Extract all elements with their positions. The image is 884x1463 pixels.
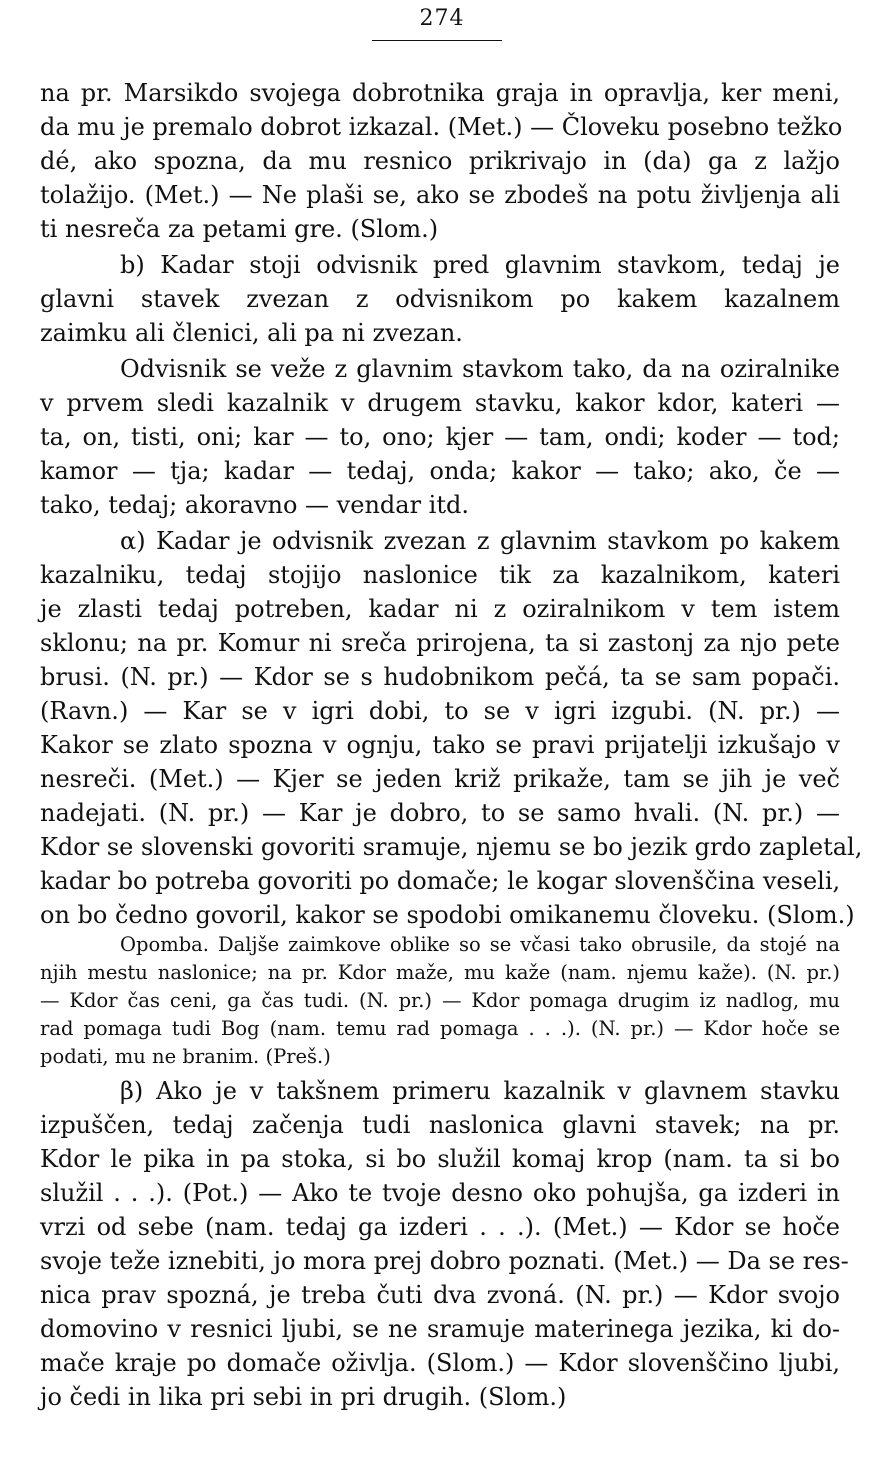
text-line: da mu je premalo dobrot izkazal. (Met.) — Človeku posebno težko xyxy=(40,113,843,141)
text-line: dé, ako spozna, da mu resnico prikrivajo in (da) ga z lažjo xyxy=(40,147,840,175)
text-line: jo čedi in lika pri sebi in pri drugih. (Slom.) xyxy=(40,1383,567,1411)
text-line: glavni stavek zvezan z odvisnikom po kakem kazalnem xyxy=(40,285,840,313)
text-line: kazalniku, tedaj stojijo naslonice tik za kazalnikom, kateri xyxy=(40,561,840,589)
text-line: kadar bo potreba govoriti po domače; le kogar slovenščina veseli, xyxy=(40,867,841,895)
text-line: (Ravn.) — Kar se v igri dobi, to se v igri izgubi. (N. pr.) — xyxy=(40,697,840,725)
text-line: mače kraje po domače oživlja. (Slom.) — Kdor slovenščino ljubi, xyxy=(40,1349,840,1377)
text-line: β) Ako je v takšnem primeru kazalnik v glavnem stavku xyxy=(120,1077,840,1105)
text-line: on bo čedno govoril, kakor se spodobi omikanemu človeku. (Slom.) xyxy=(40,901,855,929)
text-line: brusi. (N. pr.) — Kdor se s hudobnikom pečá, ta se sam popači. xyxy=(40,663,840,691)
text-line: svoje teže iznebiti, jo mora prej dobro poznati. (Met.) — Da se res- xyxy=(40,1247,849,1275)
text-line: ti nesreča za petami gre. (Slom.) xyxy=(40,215,439,243)
text-line: v prvem sledi kazalnik v drugem stavku, kakor kdor, kateri — xyxy=(40,389,840,417)
text-line: vrzi od sebe (nam. tedaj ga izderi . . .). (Met.) — Kdor se hoče xyxy=(40,1213,840,1241)
note-line: podati, mu ne branim. (Preš.) xyxy=(40,1045,331,1068)
header-rule xyxy=(372,40,502,41)
page-number: 274 xyxy=(419,6,465,31)
text-line: Kakor se zlato spozna v ognju, tako se pravi prijatelji izkušajo v xyxy=(40,731,840,759)
text-line: Kdor le pika in pa stoka, si bo služil komaj krop (nam. ta si bo xyxy=(40,1145,840,1173)
text-line: izpuščen, tedaj začenja tudi naslonica glavni stavek; na pr. xyxy=(40,1111,840,1139)
note-line: — Kdor čas ceni, ga čas tudi. (N. pr.) — Kdor pomaga drugim iz nadlog, mu xyxy=(40,989,840,1012)
text-line: tolažijo. (Met.) — Ne plaši se, ako se zbodeš na potu življenja ali xyxy=(40,181,840,209)
text-line: nadejati. (N. pr.) — Kar je dobro, to se samo hvali. (N. pr.) — xyxy=(40,799,840,827)
text-line: kamor — tja; kadar — tedaj, onda; kakor — tako; ako, če — xyxy=(40,457,840,485)
note-line: Opomba. Daljše zaimkove oblike so se včasi tako obrusile, da stojé na xyxy=(120,933,840,956)
text-line: nica prav spozná, je treba čuti dva zvoná. (N. pr.) — Kdor svojo xyxy=(40,1281,840,1309)
text-line: Odvisnik se veže z glavnim stavkom tako, da na oziralnike xyxy=(120,355,840,383)
text-line: b) Kadar stoji odvisnik pred glavnim stavkom, tedaj je xyxy=(120,251,840,279)
text-line: sklonu; na pr. Komur ni sreča prirojena, ta si zastonj za njo pete xyxy=(40,629,840,657)
text-line: nesreči. (Met.) — Kjer se jeden križ prikaže, tam se jih je več xyxy=(40,765,840,793)
note-line: rad pomaga tudi Bog (nam. temu rad pomaga . . .). (N. pr.) — Kdor hoče se xyxy=(40,1017,840,1040)
note-line: njih mestu naslonice; na pr. Kdor maže, mu kaže (nam. njemu kaže). (N. pr.) xyxy=(40,961,840,984)
text-line: zaimku ali členici, ali pa ni zvezan. xyxy=(40,319,463,347)
text-line: na pr. Marsikdo svojega dobrotnika graja in opravlja, ker meni, xyxy=(40,79,840,107)
text-line: α) Kadar je odvisnik zvezan z glavnim stavkom po kakem xyxy=(120,527,840,555)
text-line: tako, tedaj; akoravno — vendar itd. xyxy=(40,491,469,519)
text-line: ta, on, tisti, oni; kar — to, ono; kjer — tam, ondi; koder — tod; xyxy=(40,423,840,451)
text-line: služil . . .). (Pot.) — Ako te tvoje desno oko pohujša, ga izderi in xyxy=(40,1179,840,1207)
text-line: je zlasti tedaj potreben, kadar ni z oziralnikom v tem istem xyxy=(40,595,840,623)
text-line: domovino v resnici ljubi, se ne sramuje materinega jezika, ki do- xyxy=(40,1315,840,1343)
text-line: Kdor se slovenski govoriti sramuje, njemu se bo jezik grdo zapletal, xyxy=(40,833,863,861)
